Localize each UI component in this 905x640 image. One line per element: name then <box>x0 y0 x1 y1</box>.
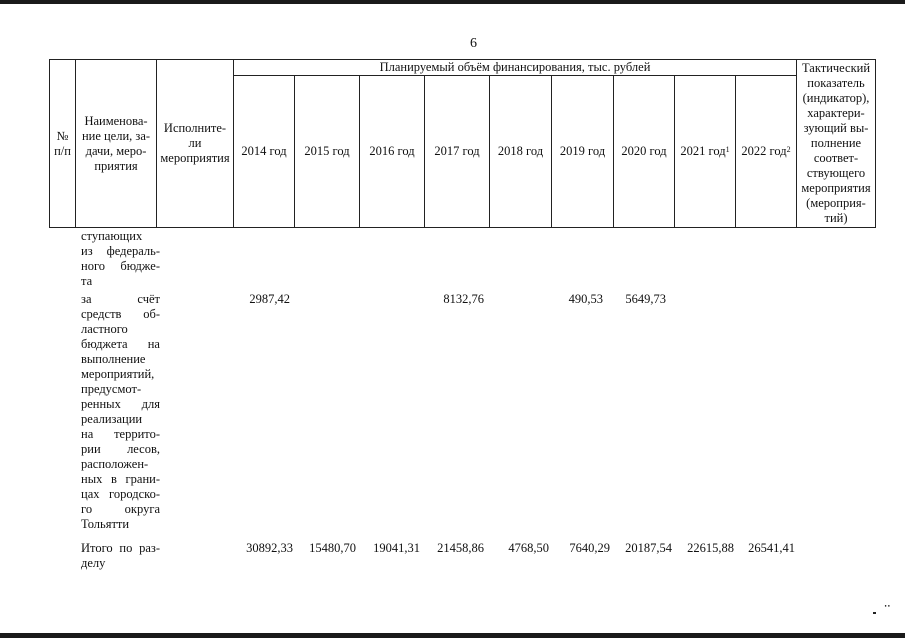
funding-table-header <box>49 59 876 228</box>
header-indicator-line: характери- <box>807 106 865 120</box>
regional-budget-line: средств об- <box>81 307 160 321</box>
regional-value-2020: 5649,73 <box>625 292 666 306</box>
total-value-2016: 19041,31 <box>373 541 420 555</box>
header-year-2017: 2017 год <box>425 76 490 228</box>
continuation-line: ступающих <box>81 229 143 243</box>
header-indicator-line: мероприятия <box>801 181 871 195</box>
regional-budget-line: реализации <box>81 412 143 426</box>
top-border-line <box>0 0 905 4</box>
regional-budget-line: ластного <box>81 322 128 336</box>
header-indicator-line: зующий вы- <box>803 121 869 135</box>
header-executor-line: мероприятия <box>160 151 230 165</box>
header-name-line: ние цели, за- <box>81 128 151 143</box>
header-indicator-line: (индикатор), <box>802 91 870 105</box>
scan-speck-dot <box>873 612 876 614</box>
scan-speck-mark: ⸳⸳ <box>884 597 891 611</box>
total-value-2020: 20187,54 <box>625 541 672 555</box>
regional-budget-line: мероприятий, <box>81 367 155 381</box>
header-indicator-label <box>798 61 874 226</box>
total-label-line: Итого по раз- <box>81 541 160 555</box>
regional-budget-line: расположен- <box>81 457 149 471</box>
header-number-label: № п/п <box>54 128 71 158</box>
regional-budget-line: го округа <box>81 502 160 516</box>
header-funding-group <box>234 60 797 76</box>
row-total-text <box>81 541 160 571</box>
total-value-2015: 15480,70 <box>309 541 356 555</box>
header-name <box>76 60 157 228</box>
header-indicator-line: полнение <box>810 136 862 150</box>
regional-budget-line: на террито- <box>81 427 160 441</box>
total-value-2021: 22615,88 <box>687 541 734 555</box>
header-name-line: приятия <box>94 158 138 173</box>
header-name-line: дачи, меро- <box>85 143 147 158</box>
header-indicator <box>797 60 876 228</box>
header-indicator-line: показатель <box>807 76 865 90</box>
continuation-line: та <box>81 274 93 288</box>
regional-budget-line: за счёт <box>81 292 160 306</box>
header-year-2020: 2020 год <box>614 76 675 228</box>
header-year-2019: 2019 год <box>552 76 614 228</box>
header-executor <box>157 60 234 228</box>
bottom-border-line <box>0 633 905 638</box>
total-label-line: делу <box>81 556 106 570</box>
regional-budget-line: бюджета на <box>81 337 160 351</box>
header-indicator-line: тий) <box>824 211 848 225</box>
regional-budget-line: выполнение <box>81 352 146 366</box>
header-executor-line: ли <box>188 136 202 150</box>
header-name-label <box>77 114 155 174</box>
header-executor-line: Исполните- <box>163 121 227 135</box>
total-value-2022: 26541,41 <box>748 541 795 555</box>
regional-budget-line: ных в грани- <box>81 472 160 486</box>
continuation-line: из федераль- <box>81 244 160 258</box>
regional-budget-line: предусмот- <box>81 382 142 396</box>
header-funding-label: Планируемый объём финансирования, тыс. рублей <box>379 60 651 74</box>
row-continuation-text <box>81 229 160 289</box>
regional-value-2019: 490,53 <box>568 292 603 306</box>
header-year-2018: 2018 год <box>490 76 552 228</box>
total-value-2019: 7640,29 <box>569 541 610 555</box>
header-indicator-line: соответ- <box>813 151 859 165</box>
header-year-2015: 2015 год <box>295 76 360 228</box>
regional-budget-line: рии лесов, <box>81 442 160 456</box>
continuation-line: ного бюдже- <box>81 259 160 273</box>
regional-budget-line: Тольятти <box>81 517 130 531</box>
header-year-2014: 2014 год <box>234 76 295 228</box>
header-indicator-line: (мероприя- <box>806 196 866 210</box>
header-indicator-line: ствующего <box>806 166 866 180</box>
row-regional-budget-text <box>81 292 160 532</box>
total-value-2017: 21458,86 <box>437 541 484 555</box>
regional-value-2017: 8132,76 <box>443 292 484 306</box>
header-number <box>50 60 76 228</box>
total-value-2018: 4768,50 <box>508 541 549 555</box>
header-year-2021: 2021 год$^1$ <box>675 76 736 228</box>
total-value-2014: 30892,33 <box>246 541 293 555</box>
header-name-line: Наименова- <box>84 113 148 128</box>
regional-budget-line: ренных для <box>81 397 160 411</box>
header-year-2016: 2016 год <box>360 76 425 228</box>
header-year-2022: 2022 год$^2$ <box>736 76 797 228</box>
header-indicator-line: Тактический <box>801 61 871 75</box>
page-number: 6 <box>470 36 477 51</box>
regional-value-2014: 2987,42 <box>249 292 290 306</box>
header-executor-label <box>158 121 232 166</box>
regional-budget-line: цах городско- <box>81 487 160 501</box>
